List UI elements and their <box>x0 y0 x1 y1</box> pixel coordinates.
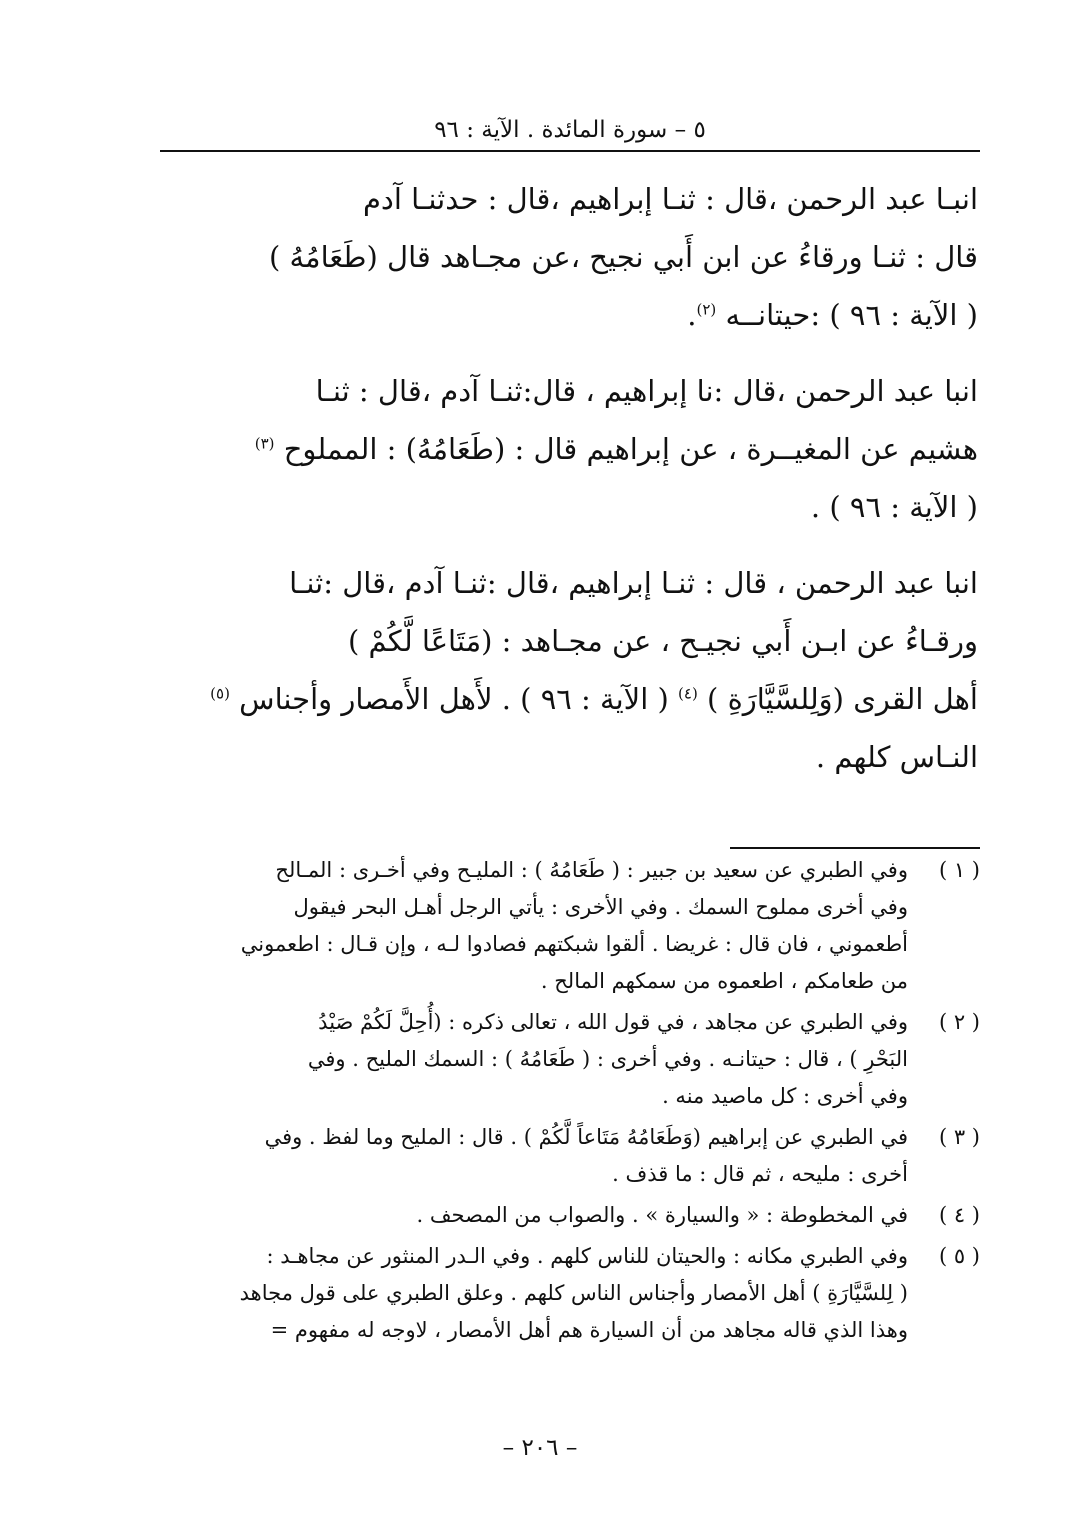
footnote-number: ( ٤ ) <box>938 1203 980 1227</box>
footnote-line: أطعموني ، فان قال : غريضا . ألقوا شبكتهم فصادوا لـه ، وإن قـال : اطعموني <box>240 932 908 956</box>
running-header: ٥ – سورة المائدة . الآية : ٩٦ <box>434 117 706 143</box>
paragraph-line: انبا عبد الرحمن ،قال :نا إبراهيم ، قال:ثنـا آدم ،قال : ثنـا <box>315 374 978 408</box>
footnote-number: ( ٥ ) <box>938 1244 980 1268</box>
footnote-line: البَحْرِ ) ، قال : حيتانـه . وفي أخرى : ( طَعَامُهُ ) : السمك المليح . وفي <box>307 1047 908 1071</box>
footnote-reference: (٣) <box>254 434 275 453</box>
footnote-number: ( ٣ ) <box>938 1125 980 1149</box>
paragraph-line: انبا عبد الرحمن ، قال : ثنـا إبراهيم ،قال :ثنـا آدم ،قال :ثنـا <box>289 566 978 600</box>
header-rule <box>160 150 980 152</box>
footnote-line: وفي أخرى مملوح السمك . وفي الأخرى : يأتي الرجل أهـل البحر فيقول <box>293 895 908 919</box>
paragraph-1 <box>150 170 978 344</box>
paragraph-line: ( الآية : ٩٦ ) . <box>810 490 978 524</box>
footnote-separator <box>730 847 980 849</box>
footnote-line: في المخطوطة : « والسيارة » . والصواب من المصحف . <box>416 1203 908 1227</box>
footnote-3 <box>150 1119 980 1193</box>
footnote-line: وفي الطبري عن سعيد بن جبير : ( طَعَامُهُ ) : المليـح وفي أخـرى : المـالح <box>275 858 908 882</box>
paragraph-line <box>150 670 978 728</box>
footnote-number: ( ٢ ) <box>938 1010 980 1034</box>
main-text <box>150 170 978 804</box>
footnote-line: من طعامكم ، اطعموه من سمكهم المالح . <box>540 969 908 993</box>
paragraph-line <box>150 286 978 344</box>
footnote-line: أخرى : مليحه ، ثم قال : ما قذف . <box>612 1162 908 1186</box>
paragraph-line: قال : ثنـا ورقاءُ عن ابن أَبي نجيح ،عن مجـاهد قال (طَعَامُهُ ) <box>268 240 978 274</box>
footnote-2 <box>150 1004 980 1115</box>
footnote-4 <box>150 1197 980 1234</box>
paragraph-line-text: هشيم عن المغيــرة ، عن إبراهيم قال : (طَعَامُهُ) : المملوح <box>283 432 978 466</box>
footnote-5 <box>150 1238 980 1349</box>
paragraph-line: انبـا عبد الرحمن ،قال : ثنـا إبراهيم ،قال : حدثنـا آدم <box>362 182 978 216</box>
footnote-reference: (٢) <box>696 300 717 319</box>
footnote-line: وفي أخرى : كل ماصيد منه . <box>662 1084 908 1108</box>
paragraph-end: . <box>687 298 697 332</box>
paragraph-2 <box>150 362 978 536</box>
footnote-line: وفي الطبري مكانه : والحيتان للناس كلهم . وفي الـدر المنثور عن مجاهـد : <box>266 1244 908 1268</box>
footnote-reference: (٥) <box>210 684 230 703</box>
footnote-1 <box>150 852 980 1000</box>
footnote-line: في الطبري عن إبراهيم (وَطَعَامُهُ مَتَاعاً لَّكُمْ ) . قال : المليح وما لفظ . وفي <box>264 1125 908 1149</box>
footnote-line: وهذا الذي قاله مجاهد من أن السيارة هم أهل الأمصار ، لاوجه له مفهوم = <box>270 1318 908 1342</box>
paragraph-3 <box>150 554 978 786</box>
page-number: – ٢٠٦ – <box>502 1435 578 1461</box>
footnote-line: ( لِلسَّيَّارَةِ ) أهل الأمصار وأجناس الناس كلهم . وعلق الطبري على قول مجاهد <box>239 1281 908 1305</box>
paragraph-line: النـاس كلهم . <box>815 740 978 774</box>
footnote-line: وفي الطبري عن مجاهد ، في قول الله ، تعالى ذكره : (أُحِلَّ لَكُمْ صَيْدُ <box>318 1010 908 1034</box>
footnote-number: ( ١ ) <box>938 858 980 882</box>
paragraph-line <box>150 420 978 478</box>
paragraph-line: ورقـاءُ عن ابـن أَبي نجيـح ، عن مجـاهد : (مَتَاعًا لَّكُمْ ) <box>347 624 978 658</box>
footnotes <box>150 852 980 1353</box>
footnote-reference: (٤) <box>678 684 698 703</box>
paragraph-line-text: ( الآية : ٩٦ ) . لأَهل الأَمصار وأجناس <box>239 682 669 716</box>
paragraph-line-text: ( الآية : ٩٦ ) :حيتانــه <box>725 298 978 332</box>
paragraph-line-text: أهل القرى (وَلِلسَّيَّارَةِ ) <box>707 682 978 716</box>
